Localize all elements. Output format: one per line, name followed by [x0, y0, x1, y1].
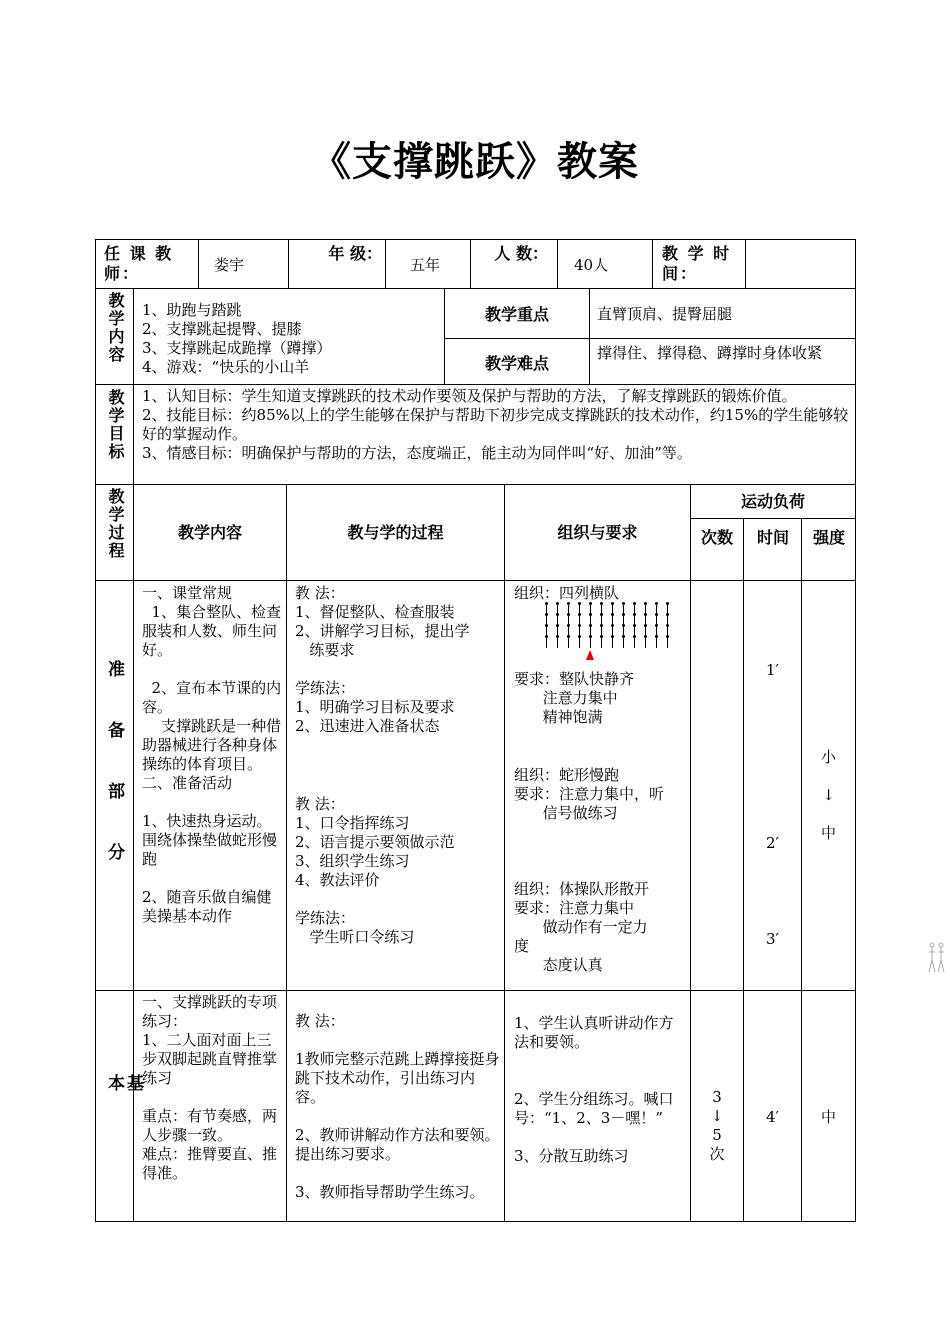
basic-time: 4′ [766, 1108, 779, 1126]
student-figure-icon [556, 635, 559, 648]
prep-org-1-req: 要求：整队快静齐 注意力集中 精神饱满 [514, 670, 635, 726]
basic-method: 教 法： 1教师完整示范跳上蹲撑接挺身跳下技术动作，引出练习内容。 2、教师讲解动作方法和要领。提出练习要求。 3、教师指导帮助学生练习。 [295, 1012, 500, 1201]
student-figure-icon [578, 635, 581, 648]
key-value: 直臂顶肩、提臀屈腿 [597, 305, 733, 323]
col-process-header: 教与学的过程 [347, 523, 444, 542]
prep-time-3: 3′ [766, 930, 779, 948]
formation-diagram [545, 602, 685, 666]
teacher-label: 任 课 教 师： [104, 244, 181, 283]
basic-intensity: 中 [820, 1108, 836, 1126]
difficulty-label: 教学难点 [484, 354, 549, 373]
student-figure-icon [622, 635, 625, 648]
col-count-header: 次数 [700, 528, 733, 547]
student-figure-icon [666, 635, 669, 648]
process-label: 教学过程 [106, 488, 125, 560]
prep-content: 一、课堂常规 1、集合整队、检查服装和人数、师生问好。 2、宣布本节课的内容。 支撑跳跃是一种借助器械进行各种身体操练的体育项目。 二、准备活动 1、快速热身运动。 围绕体操垫做蛇形慢跑 2、随音乐做自编健美操基本动作 [142, 584, 282, 925]
grade-value: 五年 [410, 256, 441, 274]
prep-intensity: 小 ↓ 中 [820, 748, 836, 842]
content-items: 1、助跑与踏跳 2、支撑跳起提臀、提膝 3、支撑跳起成跪撑（蹲撑） 4、游戏：“快乐的小山羊 [142, 301, 332, 376]
prep-time-2: 2′ [766, 834, 779, 852]
student-figure-icon [567, 635, 570, 648]
content-label: 教学内容 [106, 292, 125, 364]
col-org-header: 组织与要求 [557, 523, 638, 542]
prep-org-3: 组织：体操队形散开 要求：注意力集中 做动作有一定力 度 态度认真 [514, 880, 650, 974]
basic-label: 基本 [104, 1074, 143, 1135]
student-figure-icon [545, 635, 548, 648]
page-title: 《支撑跳跃》教案 [311, 138, 639, 185]
col-intensity-header: 强度 [812, 528, 845, 547]
teacher-value: 娄宇 [214, 256, 245, 274]
col-time-header: 时间 [756, 528, 789, 547]
prep-org-1: 组织：四列横队 [514, 584, 620, 602]
basic-content: 一、支撑跳跃的专项练习： 1、二人面对面上三步双脚起跳直臂推掌练习 重点：有节奏感，两人步骤一致。 难点：推臂要直、推得准。 [142, 993, 278, 1182]
time-label: 教 学 时 间： [662, 244, 739, 283]
basic-count: 3 ↓ 5 次 [709, 1088, 725, 1163]
difficulty-value: 撑得住、撑得稳、蹲撑时身体收紧 [597, 344, 823, 362]
prep-time-1: 1′ [766, 661, 779, 679]
prep-method-1: 教 法： 1、督促整队、检查服装 2、讲解学习目标，提出学 练要求 学练法： 1、明确学习目标及要求 2、迅速进入准备状态 [295, 584, 470, 735]
grade-label: 年 级： [328, 244, 382, 263]
student-figure-icon [600, 635, 603, 648]
student-figure-icon [611, 635, 614, 648]
prep-label: 准备部分 [104, 660, 124, 904]
side-figure-icon [928, 942, 946, 984]
basic-org: 1、学生认真听讲动作方法和要领。 2、学生分组练习。喊口号：“1、2、3－嘿！” 3、分散互助练习 [514, 1014, 674, 1165]
student-figure-icon [589, 635, 592, 648]
goals-label: 教学目标 [106, 389, 125, 461]
student-figure-icon [633, 635, 636, 648]
col-content-header: 教学内容 [177, 523, 242, 542]
prep-org-2: 组织：蛇形慢跑 要求：注意力集中，听 信号做练习 [514, 766, 665, 822]
col-load-header: 运动负荷 [740, 492, 805, 511]
teacher-marker-icon [586, 650, 594, 660]
prep-method-2: 教 法： 1、口令指挥练习 2、语言提示要领做示范 3、组织学生练习 4、教法评价 学练法： 学生听口令练习 [295, 795, 455, 946]
goals-text: 1、认知目标：学生知道支撑跳跃的技术动作要领及保护与帮助的方法，了解支撑跳跃的锻炼价值。 2、技能目标：约85%以上的学生能够在保护与帮助下初步完成支撑跳跃的技术动作，约15%的学生能够较好的掌握动作。 3、情感目标：明确保护与帮助的方法，态度端正，能主动为同伴叫“好、加油”等。 [142, 387, 849, 462]
people-value: 40人 [574, 256, 609, 274]
student-figure-icon [644, 635, 647, 648]
student-figure-icon [655, 635, 658, 648]
people-label: 人 数： [494, 244, 548, 263]
key-label: 教学重点 [484, 305, 549, 324]
